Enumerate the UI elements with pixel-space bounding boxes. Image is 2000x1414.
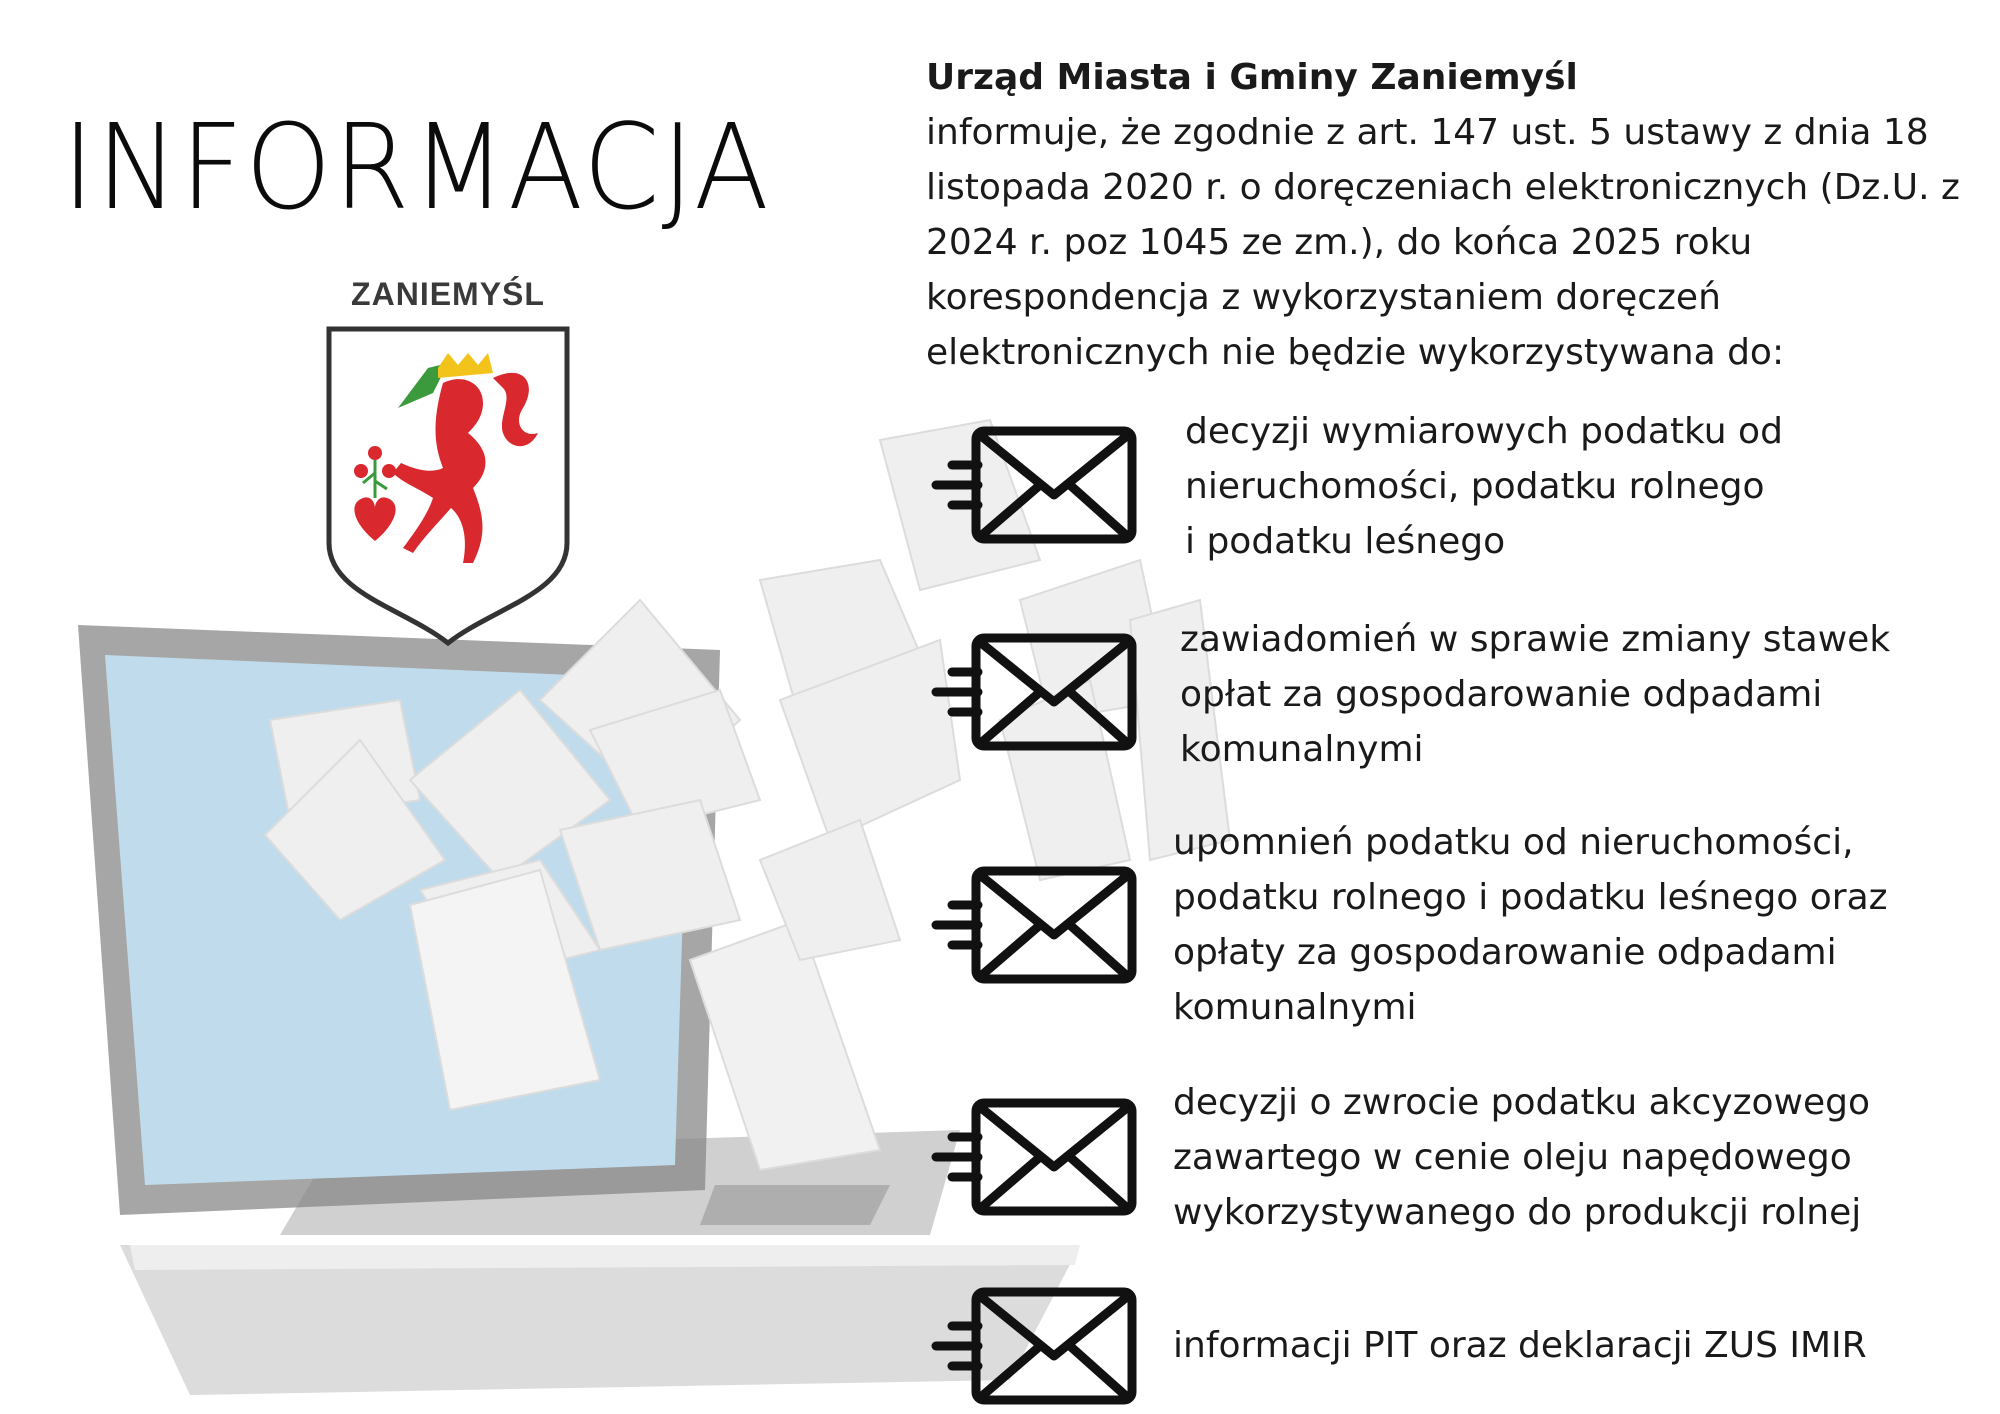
envelope-send-icon <box>930 1097 1140 1217</box>
envelope-send-icon <box>930 865 1140 985</box>
envelope-send-icon <box>930 425 1140 545</box>
list-item-text: zawiadomień w sprawie zmiany stawek opłat za gospodarowanie odpadami komunalnymi <box>1180 619 1891 770</box>
list-item-text: informacji PIT oraz deklaracji ZUS IMIR <box>1173 1325 1867 1366</box>
list-item-text: upomnień podatku od nieruchomości, podatku rolnego i podatku leśnego oraz opłaty za gospodarowanie odpadami komunalnymi <box>1173 822 1888 1028</box>
list-item-text: decyzji o zwrocie podatku akcyzowego zawartego w cenie oleju napędowego wykorzystywanego do produkcji rolnej <box>1173 1082 1870 1233</box>
organization-name: Urząd Miasta i Gminy Zaniemyśl <box>926 57 1578 98</box>
page-title: INFORMACJA <box>62 98 771 236</box>
municipality-logo <box>318 276 578 648</box>
intro-block <box>926 50 1986 380</box>
list-item-text: decyzji wymiarowych podatku od nieruchomości, podatku rolnego i podatku leśnego <box>1185 411 1783 562</box>
envelope-send-icon <box>930 632 1140 752</box>
logo-name: ZANIEMYŚL <box>351 276 545 312</box>
coat-of-arms-icon <box>323 323 573 648</box>
intro-text: informuje, że zgodnie z art. 147 ust. 5 ustawy z dnia 18 listopada 2020 r. o doręczeniach elektronicznych (Dz.U. z 2024 r. poz 1045 ze zm.), do końca 2025 roku korespondencja z wykorzystaniem doręczeń elektronicznych nie będzie wykorzystywana do: <box>926 112 1960 373</box>
envelope-send-icon <box>930 1286 1140 1406</box>
